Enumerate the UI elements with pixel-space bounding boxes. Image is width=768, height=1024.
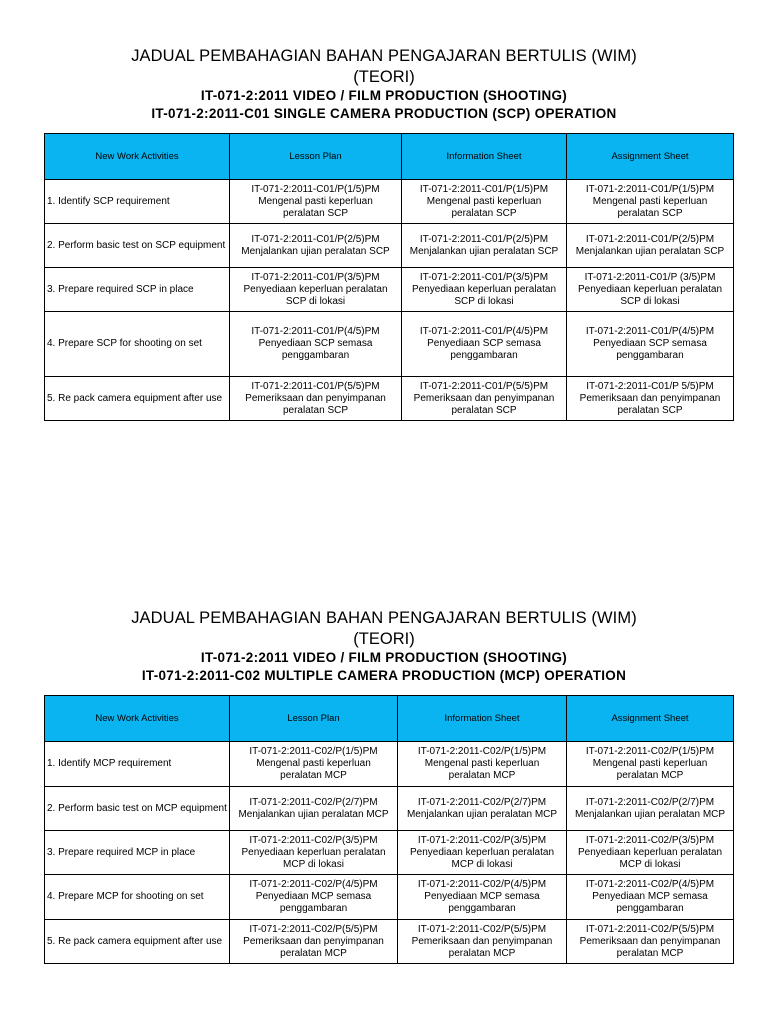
table-row (45, 224, 734, 268)
information-sheet-cell: IT-071-2:2011-C01/P(4/5)PM Penyediaan SCP semasa penggambaran (402, 312, 567, 377)
header-assignment-sheet: Assignment Sheet (567, 696, 734, 742)
wim-table (44, 695, 734, 964)
information-sheet-cell: IT-071-2:2011-C02/P(2/7)PM Menjalankan ujian peralatan MCP (398, 787, 567, 831)
wim-table (44, 133, 734, 421)
unit-title: IT-071-2:2011-C01 SINGLE CAMERA PRODUCTION (SCP) OPERATION (151, 106, 617, 121)
lesson-plan-cell: IT-071-2:2011-C01/P(3/5)PM Penyediaan keperluan peralatan SCP di lokasi (230, 268, 402, 312)
activity-cell: 4. Prepare MCP for shooting on set (45, 875, 230, 920)
table-row (45, 377, 734, 421)
activity-cell: 2. Perform basic test on MCP equipment (45, 787, 230, 831)
activity-cell: 5. Re pack camera equipment after use (45, 920, 230, 964)
information-sheet-cell: IT-071-2:2011-C02/P(4/5)PM Penyediaan MCP semasa penggambaran (398, 875, 567, 920)
header-information-sheet: Information Sheet (402, 134, 567, 180)
information-sheet-cell: IT-071-2:2011-C01/P(5/5)PM Pemeriksaan dan penyimpanan peralatan SCP (402, 377, 567, 421)
lesson-plan-cell: IT-071-2:2011-C02/P(5/5)PM Pemeriksaan dan penyimpanan peralatan MCP (230, 920, 398, 964)
document-title: JADUAL PEMBAHAGIAN BAHAN PENGAJARAN BERTULIS (WIM) (131, 609, 637, 627)
information-sheet-cell: IT-071-2:2011-C01/P(3/5)PM Penyediaan keperluan peralatan SCP di lokasi (402, 268, 567, 312)
information-sheet-cell: IT-071-2:2011-C02/P(1/5)PM Mengenal pasti keperluan peralatan MCP (398, 742, 567, 787)
header-assignment-sheet: Assignment Sheet (567, 134, 734, 180)
table-header-row (45, 134, 734, 180)
header-lesson-plan: Lesson Plan (230, 696, 398, 742)
assignment-sheet-cell: IT-071-2:2011-C02/P(2/7)PM Menjalankan ujian peralatan MCP (567, 787, 734, 831)
activity-cell: 3. Prepare required MCP in place (45, 831, 230, 875)
assignment-sheet-cell: IT-071-2:2011-C01/P(2/5)PM Menjalankan ujian peralatan SCP (567, 224, 734, 268)
information-sheet-cell: IT-071-2:2011-C01/P(2/5)PM Menjalankan ujian peralatan SCP (402, 224, 567, 268)
assignment-sheet-cell: IT-071-2:2011-C02/P(1/5)PM Mengenal pasti keperluan peralatan MCP (567, 742, 734, 787)
assignment-sheet-cell: IT-071-2:2011-C02/P(3/5)PM Penyediaan keperluan peralatan MCP di lokasi (567, 831, 734, 875)
activity-cell: 5. Re pack camera equipment after use (45, 377, 230, 421)
lesson-plan-cell: IT-071-2:2011-C01/P(1/5)PM Mengenal pasti keperluan peralatan SCP (230, 180, 402, 224)
document-title: JADUAL PEMBAHAGIAN BAHAN PENGAJARAN BERTULIS (WIM) (131, 47, 637, 65)
unit-title: IT-071-2:2011-C02 MULTIPLE CAMERA PRODUCTION (MCP) OPERATION (141, 668, 627, 683)
header-lesson-plan: Lesson Plan (230, 134, 402, 180)
lesson-plan-cell: IT-071-2:2011-C02/P(4/5)PM Penyediaan MCP semasa penggambaran (230, 875, 398, 920)
assignment-sheet-cell: IT-071-2:2011-C02/P(5/5)PM Pemeriksaan dan penyimpanan peralatan MCP (567, 920, 734, 964)
section-scp (0, 46, 768, 416)
information-sheet-cell: IT-071-2:2011-C01/P(1/5)PM Mengenal pasti keperluan peralatan SCP (402, 180, 567, 224)
lesson-plan-cell: IT-071-2:2011-C02/P(1/5)PM Mengenal pasti keperluan peralatan MCP (230, 742, 398, 787)
assignment-sheet-cell: IT-071-2:2011-C01/P(1/5)PM Mengenal pasti keperluan peralatan SCP (567, 180, 734, 224)
header-information-sheet: Information Sheet (398, 696, 567, 742)
activity-cell: 1. Identify MCP requirement (45, 742, 230, 787)
header-activities: New Work Activities (45, 134, 230, 180)
table-row (45, 920, 734, 964)
table-row (45, 742, 734, 787)
table-row (45, 875, 734, 920)
table-row (45, 312, 734, 377)
table-row (45, 831, 734, 875)
assignment-sheet-cell: IT-071-2:2011-C02/P(4/5)PM Penyediaan MCP semasa penggambaran (567, 875, 734, 920)
header-activities: New Work Activities (45, 696, 230, 742)
document-subtitle: (TEORI) (353, 630, 415, 648)
activity-cell: 1. Identify SCP requirement (45, 180, 230, 224)
table-row (45, 268, 734, 312)
information-sheet-cell: IT-071-2:2011-C02/P(5/5)PM Pemeriksaan dan penyimpanan peralatan MCP (398, 920, 567, 964)
lesson-plan-cell: IT-071-2:2011-C02/P(3/5)PM Penyediaan keperluan peralatan MCP di lokasi (230, 831, 398, 875)
document-subtitle: (TEORI) (353, 68, 415, 86)
assignment-sheet-cell: IT-071-2:2011-C01/P(4/5)PM Penyediaan SCP semasa penggambaran (567, 312, 734, 377)
table-row (45, 180, 734, 224)
section-heading (0, 608, 768, 685)
lesson-plan-cell: IT-071-2:2011-C02/P(2/7)PM Menjalankan ujian peralatan MCP (230, 787, 398, 831)
activity-cell: 2. Perform basic test on SCP equipment (45, 224, 230, 268)
section-mcp (0, 608, 768, 959)
lesson-plan-cell: IT-071-2:2011-C01/P(2/5)PM Menjalankan ujian peralatan SCP (230, 224, 402, 268)
lesson-plan-cell: IT-071-2:2011-C01/P(5/5)PM Pemeriksaan dan penyimpanan peralatan SCP (230, 377, 402, 421)
table-row (45, 787, 734, 831)
activity-cell: 4. Prepare SCP for shooting on set (45, 312, 230, 377)
section-heading (0, 46, 768, 123)
program-code: IT-071-2:2011 VIDEO / FILM PRODUCTION (SHOOTING) (200, 88, 568, 103)
lesson-plan-cell: IT-071-2:2011-C01/P(4/5)PM Penyediaan SCP semasa penggambaran (230, 312, 402, 377)
table-header-row (45, 696, 734, 742)
program-code: IT-071-2:2011 VIDEO / FILM PRODUCTION (SHOOTING) (200, 650, 568, 665)
activity-cell: 3. Prepare required SCP in place (45, 268, 230, 312)
assignment-sheet-cell: IT-071-2:2011-C01/P (3/5)PM Penyediaan keperluan peralatan SCP di lokasi (567, 268, 734, 312)
assignment-sheet-cell: IT-071-2:2011-C01/P 5/5)PM Pemeriksaan dan penyimpanan peralatan SCP (567, 377, 734, 421)
information-sheet-cell: IT-071-2:2011-C02/P(3/5)PM Penyediaan keperluan peralatan MCP di lokasi (398, 831, 567, 875)
